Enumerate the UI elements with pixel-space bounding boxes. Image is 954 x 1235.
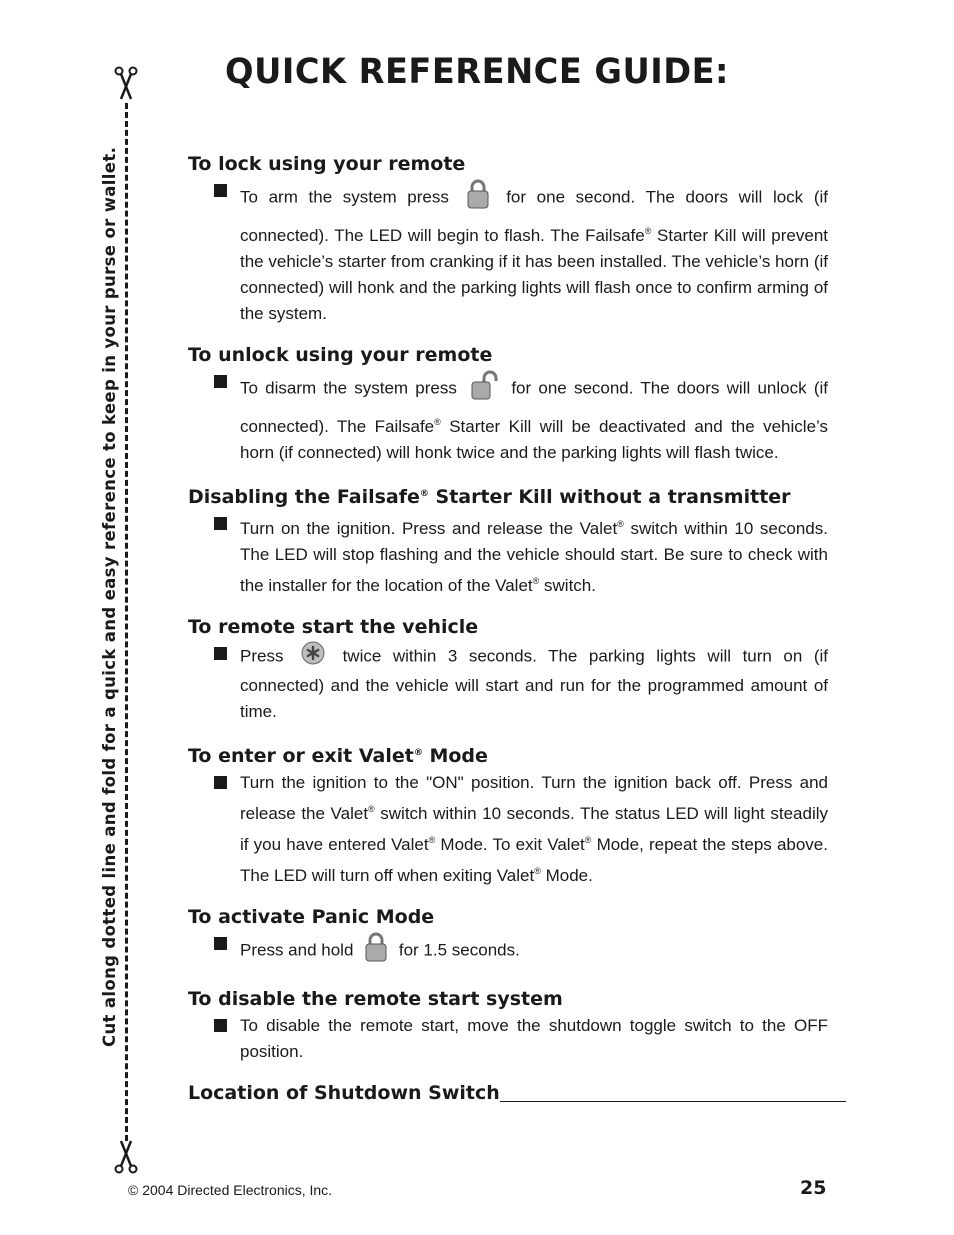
bullet-square [214, 937, 227, 950]
section-heading: To enter or exit Valet® Mode [188, 745, 488, 767]
section-unlock [188, 341, 828, 466]
section-panic-mode [188, 903, 828, 971]
bullet-square [214, 1019, 227, 1032]
section-lock [188, 150, 828, 327]
lock-icon [364, 931, 388, 971]
page-number: 25 [800, 1177, 827, 1199]
section-heading: To unlock using your remote [188, 344, 493, 366]
fold-instruction: Cut along dotted line and fold for a quick and easy reference to keep in your purse or wallet. [100, 146, 119, 1047]
section-heading: To lock using your remote [188, 153, 466, 175]
section-disable-starter-kill [188, 480, 828, 599]
bullet-square [214, 647, 227, 660]
guide-content [188, 150, 828, 1121]
bullet-square [214, 184, 227, 197]
unlock-icon [470, 369, 498, 409]
location-label: Location of Shutdown Switch [188, 1082, 500, 1104]
bullet-text: To disarm the system press for one second. The doors will unlock (if connected). The Failsafe® Starter Kill will be deactivated and the vehicle’s horn (if connected) will honk twice and the parking lights will flash twice. [188, 369, 828, 466]
bullet-square [214, 776, 227, 789]
bullet-text: Press and hold for 1.5 seconds. [188, 931, 828, 971]
bullet-square [214, 517, 227, 530]
lock-icon [466, 178, 490, 218]
section-disable-remote-start [188, 985, 828, 1065]
scissors-icon [114, 1138, 138, 1174]
dotted-cut-line [125, 103, 128, 1141]
bullet-text: To arm the system press for one second. The doors will lock (if connected). The LED will begin to flash. The Failsafe® Starter Kill will prevent the vehicle’s starter from cranking if it has been installed. The vehicle’s horn (if connected) will honk and the parking lights will flash once to confirm arming of the system. [188, 178, 828, 327]
section-heading: Disabling the Failsafe® Starter Kill without a transmitter [188, 486, 791, 508]
page-title: QUICK REFERENCE GUIDE: [225, 52, 729, 92]
star-button-icon [301, 641, 325, 673]
section-heading: To activate Panic Mode [188, 906, 435, 928]
write-in-blank-line [500, 1079, 846, 1102]
copyright-notice: © 2004 Directed Electronics, Inc. [128, 1182, 333, 1198]
bullet-text: To disable the remote start, move the shutdown toggle switch to the OFF position. [188, 1013, 828, 1065]
section-remote-start [188, 613, 828, 725]
section-heading: To remote start the vehicle [188, 616, 479, 638]
section-heading [188, 1079, 828, 1107]
bullet-text: Press twice within 3 seconds. The parking lights will turn on (if connected) and the vehicle will start and run for the programmed amount of time. [188, 641, 828, 725]
bullet-square [214, 375, 227, 388]
bullet-text: Turn on the ignition. Press and release the Valet® switch within 10 seconds. The LED will stop flashing and the vehicle should start. Be sure to check with the installer for the location of the Valet® switch. [188, 511, 828, 599]
section-valet-mode [188, 739, 828, 889]
bullet-text: Turn the ignition to the "ON" position. Turn the ignition back off. Press and release the Valet® switch within 10 seconds. The status LED will light steadily if you have entered Valet® Mode. To exit Valet® Mode, repeat the steps above. The LED will turn off when exiting Valet® Mode. [188, 770, 828, 889]
section-heading: To disable the remote start system [188, 988, 563, 1010]
section-shutdown-location [188, 1079, 828, 1107]
scissors-icon [114, 66, 138, 102]
